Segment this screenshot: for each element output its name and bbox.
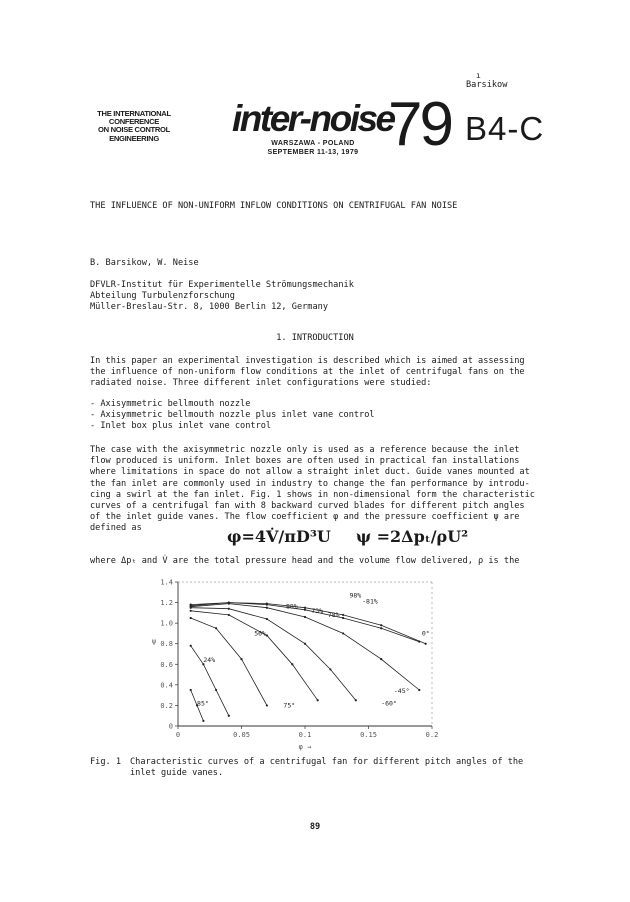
series-point	[380, 658, 382, 660]
figure-label: Fig. 1	[90, 757, 122, 767]
text-line: curves of a centrifugal fan with 8 backward curved blades for different pitch angles	[90, 501, 525, 512]
conference-line: ON NOISE CONTROL	[98, 125, 170, 135]
paper-code: B4-C	[465, 110, 545, 147]
affiliation-line: Abteilung Turbulenzforschung	[90, 291, 235, 302]
affiliation-line: Müller-Breslau-Str. 8, 1000 Berlin 12, Germany	[90, 302, 328, 313]
series-point	[418, 689, 420, 691]
series-point	[266, 704, 268, 706]
series-point	[425, 643, 427, 645]
intro-paragraph-1	[90, 356, 550, 390]
series-point	[228, 603, 230, 605]
y-tick-label: 0.4	[160, 681, 173, 690]
curve-annotation: 88%	[285, 602, 298, 611]
series-point	[240, 658, 242, 660]
y-axis-label: ψ	[151, 637, 157, 646]
figure-caption: Characteristic curves of a centrifugal fan for different pitch angles of the inlet guide vanes.	[130, 757, 524, 779]
series-point	[190, 610, 192, 612]
where-line: where Δpₜ and V̇ are the total pressure head and the volume flow delivered, ρ is the	[90, 556, 520, 566]
pressure-coefficient-formula: ψ =2Δpₜ/ρU²	[356, 527, 469, 546]
x-tick-label: 0.1	[298, 731, 312, 739]
series-point	[215, 627, 217, 629]
x-tick-label: 0.05	[233, 731, 250, 739]
header-tick: ı	[476, 71, 481, 80]
conference-city: WARSZAWA - POLAND	[271, 140, 355, 147]
paper-authors: B. Barsikow, W. Neise	[90, 258, 199, 268]
curve-annotation: 78%	[327, 610, 340, 619]
series-point	[190, 645, 192, 647]
y-tick-label: 0.8	[160, 640, 173, 649]
series-line-3	[191, 608, 356, 701]
x-tick-label: 0.2	[425, 731, 439, 739]
text-line: radiated noise. Three different inlet configurations were studied:	[90, 378, 432, 389]
flow-coefficient-formula: φ=4V̇/πD³U	[227, 527, 331, 546]
page-number: 89	[309, 822, 321, 832]
series-point	[342, 614, 344, 616]
series-point	[304, 607, 306, 609]
curve-annotation: 98%	[349, 591, 362, 600]
intro-paragraph-2	[90, 445, 550, 535]
series-point	[355, 699, 357, 701]
curve-annotation: 0°	[421, 629, 430, 638]
series-point	[380, 627, 382, 629]
series-point	[304, 616, 306, 618]
text-line: defined as	[90, 523, 142, 534]
curve-annotation: -81%	[362, 597, 378, 606]
curve-annotation: 56%	[254, 629, 266, 638]
text-line: the fan inlet are commonly used in industry to change the fan performance by introdu-	[90, 478, 530, 489]
list-item: - Axisymmetric bellmouth nozzle	[90, 399, 251, 409]
x-axis-label: φ →	[298, 743, 312, 751]
y-tick-label: 1.2	[160, 599, 173, 608]
series-point	[291, 663, 293, 665]
text-line: cing a swirl at the fan inlet. Fig. 1 shows in non-dimensional form the characteristic	[90, 489, 535, 500]
fan-characteristic-chart	[140, 572, 450, 754]
text-line: The case with the axisymmetric nozzle only is used as a reference because the inlet	[90, 445, 520, 455]
series-point	[190, 617, 192, 619]
series-point	[190, 607, 192, 609]
x-tick-label: 0	[175, 731, 181, 739]
inlet-configuration-list	[90, 399, 375, 433]
series-point	[228, 715, 230, 717]
list-item: - Inlet box plus inlet vane control	[90, 421, 272, 432]
text-line: of the inlet guide vanes. The flow coefficient φ and the pressure coefficient ψ are	[90, 512, 520, 523]
curve-annotation: 73%	[311, 606, 324, 615]
conference-dates: SEPTEMBER 11-13, 1979	[267, 148, 359, 156]
text-line: flow produced is uniform. Inlet boxes are often used in practical fan installations	[90, 456, 520, 467]
list-item: - Axisymmetric bellmouth nozzle plus inlet vane control	[90, 410, 375, 421]
y-tick-label: 0	[168, 722, 173, 731]
conference-logo-text: inter-noise	[232, 98, 394, 139]
y-tick-label: 0.6	[160, 660, 173, 669]
series-point	[228, 614, 230, 616]
conference-location-block	[258, 140, 368, 157]
curve-annotation: 85°	[197, 699, 209, 708]
figure-caption-block	[90, 757, 550, 779]
text-line: where limitations in space do not allow a straight inlet duct. Guide vanes mounted at	[90, 467, 530, 478]
curve-annotation: -60°	[381, 699, 397, 708]
curve-annotation: 24%	[203, 656, 216, 665]
series-point	[329, 668, 331, 670]
series-point	[266, 603, 268, 605]
paper-title: THE INFLUENCE OF NON-UNIFORM INFLOW CONDITIONS ON CENTRIFUGAL FAN NOISE	[90, 201, 458, 211]
conference-line: THE INTERNATIONAL	[97, 109, 171, 118]
series-point	[202, 720, 204, 722]
conference-name-block	[90, 110, 178, 143]
y-tick-label: 1.4	[160, 578, 173, 587]
conference-line: CONFERENCE	[108, 117, 160, 127]
series-point	[266, 607, 268, 609]
affiliation-line: DFVLR-Institut für Experimentelle Strömungsmechanik	[90, 280, 354, 290]
series-point	[342, 632, 344, 634]
y-tick-label: 0.2	[160, 701, 173, 710]
y-tick-label: 1.0	[160, 619, 173, 628]
affiliation-block	[90, 280, 354, 314]
x-tick-label: 0.15	[360, 731, 377, 739]
series-point	[266, 634, 268, 636]
series-point	[304, 643, 306, 645]
curve-annotation: 75°	[283, 701, 296, 710]
series-point	[380, 624, 382, 626]
section-heading: 1. INTRODUCTION	[276, 333, 354, 343]
running-author: Barsikow	[466, 80, 508, 90]
conference-line: ENGINEERING	[109, 133, 159, 143]
series-point	[190, 689, 192, 691]
series-point	[266, 618, 268, 620]
series-point	[215, 689, 217, 691]
series-point	[228, 608, 230, 610]
text-line: In this paper an experimental investigation is described which is aimed at assessing	[90, 356, 525, 366]
conference-logo-year: 79	[388, 90, 451, 159]
series-point	[317, 699, 319, 701]
series-point	[304, 609, 306, 611]
series-point	[342, 617, 344, 619]
curve-annotation: -45°	[393, 687, 410, 696]
text-line: the influence of non-uniform flow conditions at the inlet of centrifugal fans on the	[90, 367, 525, 378]
